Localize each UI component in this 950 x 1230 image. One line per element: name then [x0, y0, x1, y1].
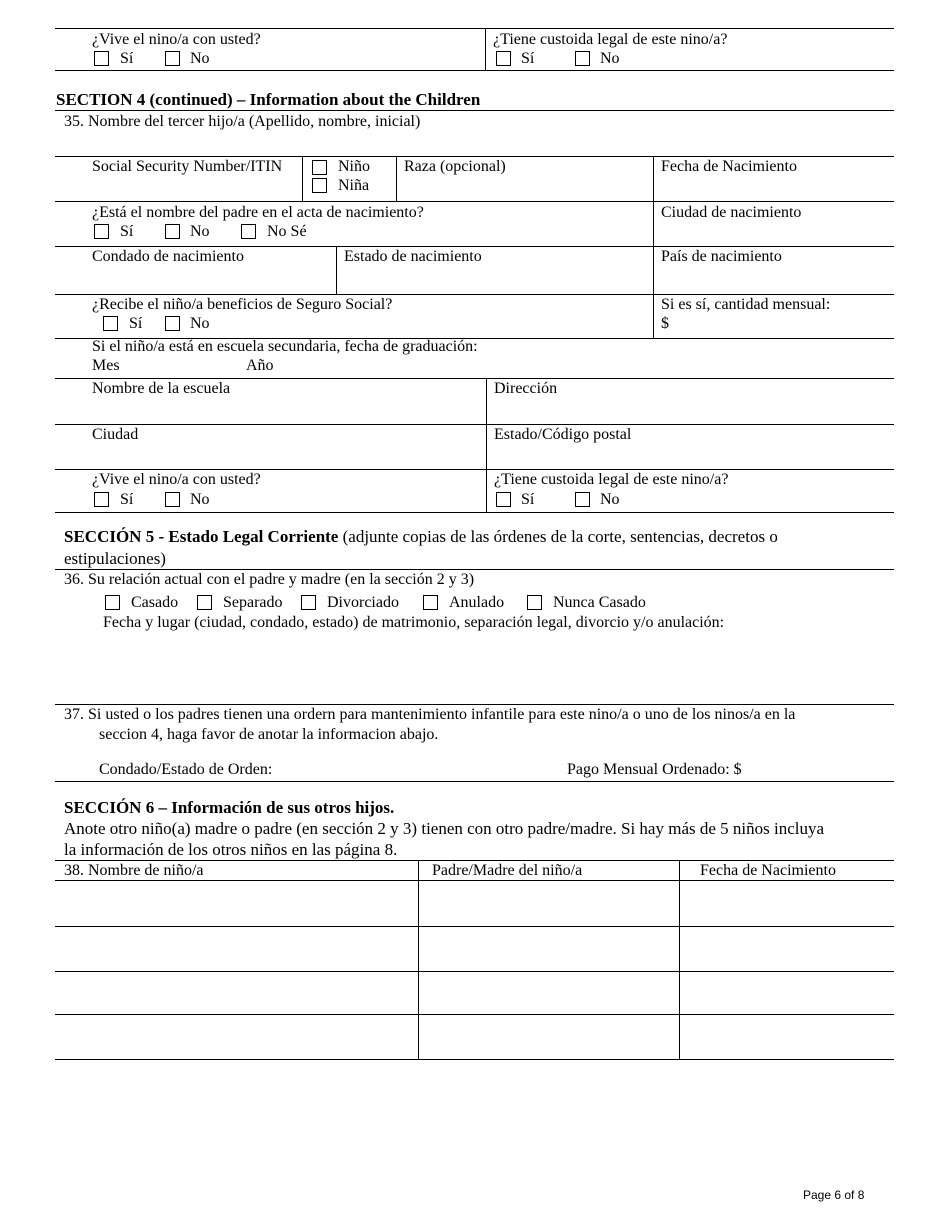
rule [55, 201, 894, 202]
year-label: Año [246, 357, 274, 374]
section5-heading-line2: estipulaciones) [64, 549, 166, 568]
section5-heading [64, 528, 778, 546]
q36-label: 36. Su relación actual con el padre y madre (en la sección 2 y 3) [64, 571, 475, 588]
monthly-payment-label: Pago Mensual Ordenado: $ [567, 761, 742, 778]
nina-label: Niña [338, 177, 370, 194]
rule [55, 469, 894, 470]
col-name-header: 38. Nombre de niño/a [64, 862, 204, 879]
rule [55, 704, 894, 705]
option-label: Separado [223, 594, 283, 611]
birth-country-label: País de nacimiento [661, 248, 782, 265]
rule [55, 424, 894, 425]
rule [679, 860, 680, 1059]
section6-intro-line2: la información de los otros niños en las página 8. [64, 840, 398, 859]
yes-label: Sí [120, 50, 134, 67]
table-row [55, 926, 894, 927]
rule [55, 28, 894, 29]
section6-intro-line1: Anote otro niño(a) madre o padre (en sección 2 y 3) tienen con otro padre/madre. Si hay más de 5 niños incluya [64, 820, 825, 838]
ss-no-checkbox[interactable] [165, 316, 180, 331]
dont-know-label: No Sé [267, 223, 307, 240]
custody-no-checkbox[interactable] [575, 51, 590, 66]
rule [55, 860, 894, 861]
father-dont-know-checkbox[interactable] [241, 224, 256, 239]
option-label: Casado [131, 594, 179, 611]
city-label: Ciudad [92, 426, 139, 443]
dollar-sign: $ [661, 315, 669, 332]
table-row [55, 971, 894, 972]
address-label: Dirección [494, 380, 558, 397]
separado-checkbox[interactable] [197, 595, 212, 610]
legal-custody-label: ¿Tiene custoida legal de este nino/a? [493, 31, 728, 48]
no-label: No [190, 491, 210, 508]
state-zip-label: Estado/Código postal [494, 426, 632, 443]
casado-checkbox[interactable] [105, 595, 120, 610]
rule [418, 860, 419, 1059]
yes-label: Sí [120, 223, 134, 240]
rule [55, 70, 894, 71]
rule [302, 156, 303, 201]
ssn-label: Social Security Number/ITIN [92, 158, 283, 175]
col-parent-header: Padre/Madre del niño/a [432, 862, 583, 879]
q35-label: 35. Nombre del tercer hijo/a (Apellido, nombre, inicial) [64, 113, 421, 130]
table-row [55, 1014, 894, 1015]
no-label: No [600, 50, 620, 67]
section4-heading: SECTION 4 (continued) – Information about the Children [56, 90, 481, 109]
lives-no-checkbox[interactable] [165, 492, 180, 507]
nino-checkbox[interactable] [312, 160, 327, 175]
monthly-amount-label: Si es sí, cantidad mensual: [661, 296, 831, 313]
father-yes-checkbox[interactable] [94, 224, 109, 239]
nina-checkbox[interactable] [312, 178, 327, 193]
grad-date-label: Si el niño/a está en escuela secundaria, fecha de graduación: [92, 338, 478, 355]
rule [55, 294, 894, 295]
lives-yes-checkbox[interactable] [94, 492, 109, 507]
nino-label: Niño [338, 158, 370, 175]
yes-label: Sí [521, 50, 535, 67]
rule [55, 512, 894, 513]
rule [55, 246, 894, 247]
col-dob-header: Fecha de Nacimiento [700, 862, 836, 879]
no-label: No [190, 315, 210, 332]
race-label: Raza (opcional) [404, 158, 506, 175]
order-county-label: Condado/Estado de Orden: [99, 761, 273, 778]
ss-yes-checkbox[interactable] [103, 316, 118, 331]
no-label: No [190, 223, 210, 240]
lives-with-you-label: ¿Vive el nino/a con usted? [92, 31, 261, 48]
birth-state-label: Estado de nacimiento [344, 248, 482, 265]
rule [55, 569, 894, 570]
lives-with-you-label: ¿Vive el nino/a con usted? [92, 471, 261, 488]
birth-city-label: Ciudad de nacimiento [661, 204, 802, 221]
rule [485, 28, 486, 70]
table-row [55, 1059, 894, 1060]
no-label: No [190, 50, 210, 67]
option-label: Divorciado [327, 594, 399, 611]
option-label: Anulado [449, 594, 505, 611]
rule [55, 156, 894, 157]
divorciado-checkbox[interactable] [301, 595, 316, 610]
rule [55, 110, 894, 111]
q37-line1: 37. Si usted o los padres tienen una ordern para mantenimiento infantile para este nino/a o uno de los ninos/a en la [64, 706, 796, 723]
no-label: No [600, 491, 620, 508]
section6-heading: SECCIÓN 6 – Información de sus otros hijos. [64, 798, 395, 817]
section5-heading-rest: (adjunte copias de las órdenes de la corte, sentencias, decretos o [338, 527, 778, 546]
father-on-cert-label: ¿Está el nombre del padre en el acta de nacimiento? [92, 204, 424, 221]
custody-yes-checkbox[interactable] [496, 492, 511, 507]
birth-county-label: Condado de nacimiento [92, 248, 244, 265]
yes-label: Sí [521, 491, 535, 508]
date-place-label: Fecha y lugar (ciudad, condado, estado) de matrimonio, separación legal, divorcio y/o anulación: [103, 614, 725, 631]
page-number: Page 6 of 8 [803, 1188, 865, 1202]
rule [55, 781, 894, 782]
birth-date-label: Fecha de Nacimiento [661, 158, 797, 175]
ss-benefits-label: ¿Recibe el niño/a beneficios de Seguro Social? [92, 296, 393, 313]
rule [486, 378, 487, 512]
rule [653, 156, 654, 338]
month-label: Mes [92, 357, 120, 374]
section5-heading-bold: SECCIÓN 5 - Estado Legal Corriente [64, 527, 339, 546]
yes-label: Sí [129, 315, 143, 332]
school-name-label: Nombre de la escuela [92, 380, 231, 397]
rule [336, 246, 337, 294]
legal-custody-label: ¿Tiene custoida legal de este nino/a? [494, 471, 729, 488]
rule [396, 156, 397, 201]
rule [55, 378, 894, 379]
q37-line2: seccion 4, haga favor de anotar la informacion abajo. [99, 726, 439, 743]
father-no-checkbox[interactable] [165, 224, 180, 239]
custody-no-checkbox[interactable] [575, 492, 590, 507]
nunca-casado-checkbox[interactable] [527, 595, 542, 610]
anulado-checkbox[interactable] [423, 595, 438, 610]
custody-yes-checkbox[interactable] [496, 51, 511, 66]
rule [55, 880, 894, 881]
lives-no-checkbox[interactable] [165, 51, 180, 66]
option-label: Nunca Casado [553, 594, 646, 611]
lives-yes-checkbox[interactable] [94, 51, 109, 66]
yes-label: Sí [120, 491, 134, 508]
